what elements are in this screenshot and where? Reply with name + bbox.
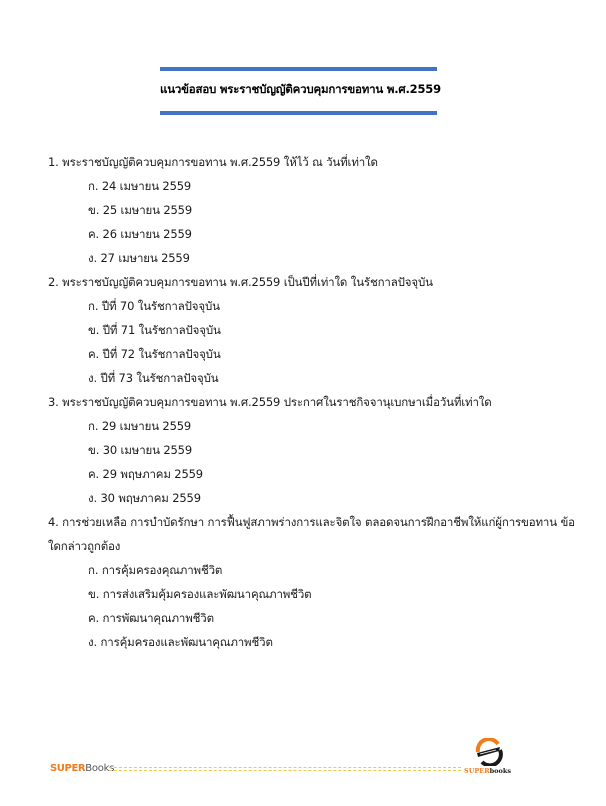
footer-brand-books: Books xyxy=(85,763,115,774)
superbooks-logo xyxy=(462,738,512,778)
title-bottom-rule xyxy=(160,111,437,115)
document-title-block xyxy=(160,67,441,116)
question-3-option-c: ค. 29 พฤษภาคม 2559 xyxy=(88,467,203,481)
document-title: แนวข้อสอบ พระราชบัญญัติควบคุมการขอทาน พ.ศ.2559 xyxy=(160,82,441,96)
question-4-option-b: ข. การส่งเสริมคุ้มครองและพัฒนาคุณภาพชีวิต xyxy=(88,587,312,601)
question-2: 2. พระราชบัญญัติควบคุมการขอทาน พ.ศ.2559 เป็นปีที่เท่าใด ในรัชกาลปัจจุบัน xyxy=(48,275,433,289)
superbooks-logo-text xyxy=(464,767,511,775)
question-2-option-d: ง. ปีที่ 73 ในรัชกาลปัจจุบัน xyxy=(88,371,219,385)
title-top-rule xyxy=(160,67,437,71)
question-1-option-b: ข. 25 เมษายน 2559 xyxy=(88,203,192,217)
question-3-option-d: ง. 30 พฤษภาคม 2559 xyxy=(88,491,201,505)
question-2-option-b: ข. ปีที่ 71 ในรัชกาลปัจจุบัน xyxy=(88,323,221,337)
logo-books-text: books xyxy=(489,767,511,775)
footer-brand-super: SUPER xyxy=(50,763,86,774)
question-list xyxy=(48,150,575,654)
question-1-option-d: ง. 27 เมษายน 2559 xyxy=(88,251,190,265)
question-1: 1. พระราชบัญญัติควบคุมการขอทาน พ.ศ.2559 ให้ไว้ ณ วันที่เท่าใด xyxy=(48,155,378,169)
question-3: 3. พระราชบัญญัติควบคุมการขอทาน พ.ศ.2559 ประกาศในราชกิจจานุเบกษาเมื่อวันที่เท่าใด xyxy=(48,395,492,409)
question-3-option-b: ข. 30 เมษายน 2559 xyxy=(88,443,192,457)
question-1-option-a: ก. 24 เมษายน 2559 xyxy=(88,179,192,193)
question-4-option-a: ก. การคุ้มครองคุณภาพชีวิต xyxy=(88,563,223,577)
question-4-option-c: ค. การพัฒนาคุณภาพชีวิต xyxy=(88,611,214,625)
question-1-option-c: ค. 26 เมษายน 2559 xyxy=(88,227,192,241)
question-4-continued: ใดกล่าวถูกต้อง xyxy=(48,539,121,553)
logo-super-text: SUPER xyxy=(464,767,490,775)
question-4: 4. การช่วยเหลือ การบำบัดรักษา การฟื้นฟูสภาพร่างการและจิตใจ ตลอดจนการฝึกอาชีพให้แก่ผู้การขอทาน ข้อ xyxy=(48,515,575,529)
footer-brand xyxy=(50,763,114,774)
question-2-option-a: ก. ปีที่ 70 ในรัชกาลปัจจุบัน xyxy=(88,299,220,313)
footer-dashed-rule xyxy=(109,767,461,771)
question-2-option-c: ค. ปีที่ 72 ในรัชกาลปัจจุบัน xyxy=(88,347,221,361)
question-4-option-d: ง. การคุ้มครองและพัฒนาคุณภาพชีวิต xyxy=(88,635,273,649)
question-3-option-a: ก. 29 เมษายน 2559 xyxy=(88,419,192,433)
superbooks-logo-icon xyxy=(474,738,504,766)
